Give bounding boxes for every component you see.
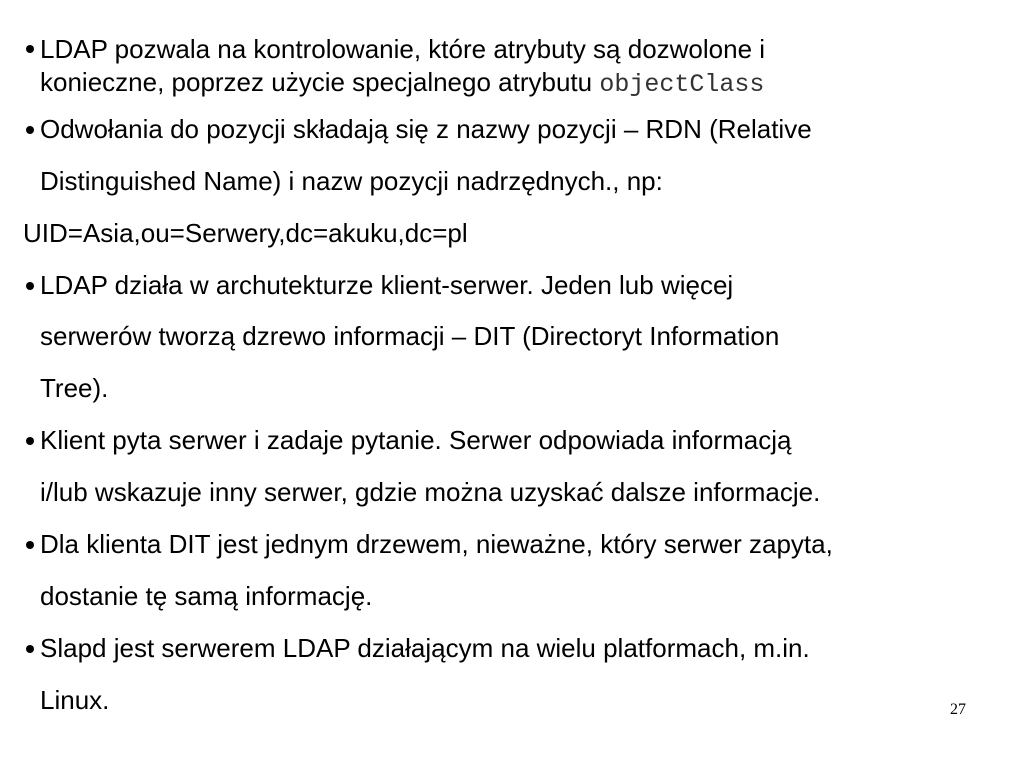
bullet-5-line-1: Dla klienta DIT jest jednym drzewem, nieważne, który serwer zapyta,: [40, 529, 833, 559]
bullet-marker: [26, 437, 34, 445]
bullet-3-line-1: LDAP działa w archutekturze klient-serwer. Jeden lub więcej: [40, 270, 734, 300]
bullet-5-line-2: dostanie tę samą informację.: [40, 581, 373, 611]
bullet-2-line-1: Odwołania do pozycji składają się z nazwy pozycji – RDN (Relative: [40, 114, 812, 144]
bullet-3-line-2: serwerów tworzą dzrewo informacji – DIT (Directoryt Information: [40, 321, 780, 351]
bullet-marker: [26, 126, 34, 134]
bullet-3-line-3: Tree).: [40, 373, 109, 403]
bullet-4-line-1: Klient pyta serwer i zadaje pytanie. Serwer odpowiada informacją: [40, 425, 792, 455]
bullet-marker: [26, 645, 34, 653]
bullet-4-line-2: i/lub wskazuje inny serwer, gdzie można uzyskać dalsze informacje.: [40, 477, 821, 507]
page-number: 27: [950, 701, 966, 718]
bullet-1-line-2-text: konieczne, poprzez użycie specjalnego atrybutu: [40, 67, 600, 97]
object-class-code: objectClass: [599, 70, 765, 99]
bullet-1-line-2: [40, 67, 764, 100]
bullet-2-line-2: Distinguished Name) i nazw pozycji nadrzędnych., np:: [40, 166, 663, 196]
bullet-marker: [26, 541, 34, 549]
bullet-1-line-1: LDAP pozwala na kontrolowanie, które atrybuty są dozwolone i: [40, 34, 766, 64]
dn-example: UID=Asia,ou=Serwery,dc=akuku,dc=pl: [23, 218, 468, 248]
bullet-marker: [26, 282, 34, 290]
bullet-marker: [26, 45, 34, 53]
bullet-6-line-2: Linux.: [40, 685, 110, 715]
bullet-6-line-1: Slapd jest serwerem LDAP działającym na wielu platformach, m.in.: [40, 633, 810, 663]
